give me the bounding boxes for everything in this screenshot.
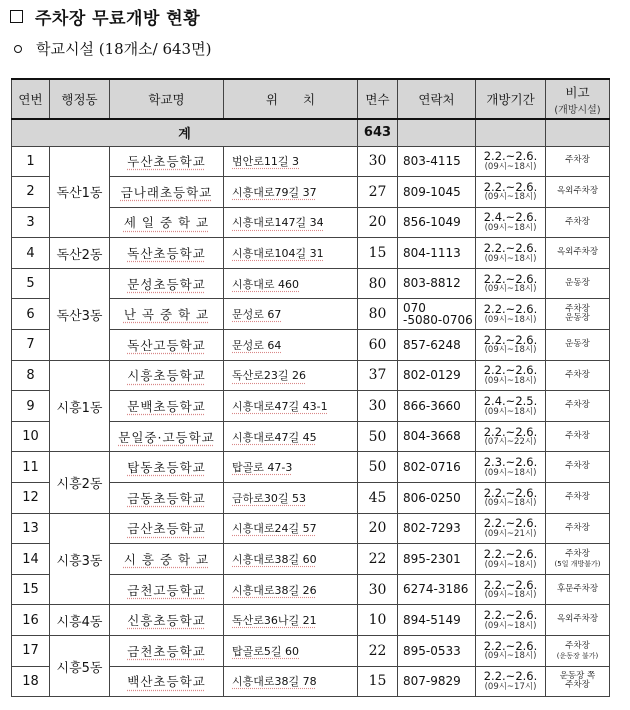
note-main: 주차장 [565,369,590,380]
cell-dong: 시흥2동 [50,452,110,513]
cell-phone: 802-0716 [398,452,476,483]
cell-no: 10 [12,421,50,452]
table-row [12,636,610,667]
cell-school: 금천초등학교 [110,636,224,667]
cell-spots: 30 [358,391,398,422]
cell-spots: 15 [358,238,398,269]
cell-spots: 50 [358,421,398,452]
note-main: 주차장 [565,303,590,314]
cell-school: 난 곡 중 학 교 [110,299,224,330]
cell-phone: 803-8812 [398,268,476,299]
table-row [12,238,610,269]
cell-addr: 범안로11길 3 [224,146,358,177]
period-time: (09시~18시) [484,620,537,631]
cell-period [476,452,546,483]
note-main: 옥외주차장 [556,186,599,196]
page-title-text: 주차장 무료개방 현황 [35,9,201,29]
cell-period [476,177,546,208]
cell-no: 9 [12,391,50,422]
period-date: 2.2.~2.6. [483,547,538,562]
period-date: 2.2.~2.6. [483,608,538,623]
total-row [12,119,610,146]
cell-no: 11 [12,452,50,483]
note-main: 운동장 [565,277,590,288]
subtitle-text: 학교시설 (18개소/ 643면) [36,40,212,58]
note-main: 주차장 [565,461,590,472]
period-time: (09시~18시) [484,467,537,478]
cell-note [546,207,610,238]
cell-addr: 시흥대로38길 26 [224,574,358,605]
cell-spots: 20 [358,513,398,544]
cell-period [476,636,546,667]
cell-no: 17 [12,636,50,667]
period-date: 2.2.~2.6. [483,332,538,347]
period-time: (09시~18시) [484,192,537,203]
period-date: 2.2.~2.6. [483,241,538,256]
cell-school: 탑동초등학교 [110,452,224,483]
cell-no: 4 [12,238,50,269]
total-empty [398,119,476,146]
cell-period [476,421,546,452]
table-row [12,360,610,391]
cell-no: 1 [12,146,50,177]
cell-phone: 857-6248 [398,330,476,361]
cell-note [546,146,610,177]
cell-dong: 독산1동 [50,146,110,238]
cell-addr: 탑골로5길 60 [224,636,358,667]
note-sub: 주차장 [565,680,590,691]
cell-phone [398,299,476,330]
cell-note [546,513,610,544]
checkbox-square-icon [10,10,23,23]
cell-period [476,391,546,422]
period-date: 2.2.~2.6. [483,485,538,500]
period-time: (09시~18시) [484,345,537,356]
cell-school: 금산초등학교 [110,513,224,544]
cell-note [546,421,610,452]
cell-school: 금동초등학교 [110,483,224,514]
cell-addr: 탑골로 47-3 [224,452,358,483]
period-date: 2.2.~2.6. [483,638,538,653]
cell-note [546,391,610,422]
cell-school: 금천고등학교 [110,574,224,605]
cell-no: 6 [12,299,50,330]
cell-addr: 문성로 64 [224,330,358,361]
cell-school: 문일중·고등학교 [110,421,224,452]
cell-note [546,544,610,575]
cell-phone: 804-1113 [398,238,476,269]
header-note [546,79,610,119]
table-row [12,146,610,177]
note-main: 주차장 [565,400,590,411]
total-empty [546,119,610,146]
cell-spots: 37 [358,360,398,391]
cell-note [546,483,610,514]
cell-phone: 6274-3186 [398,574,476,605]
note-main: 운동장 쪽 [559,670,596,681]
cell-school: 백산초등학교 [110,666,224,697]
note-main: 주차장 [565,549,590,560]
cell-school: 신흥초등학교 [110,605,224,636]
table-row [12,605,610,636]
period-date: 2.2.~2.6. [483,424,538,439]
cell-addr: 시흥대로24길 57 [224,513,358,544]
header-phone: 연락처 [398,79,476,119]
table-row [12,268,610,299]
header-school: 학교명 [110,79,224,119]
note-sub: (운동장 불가) [556,651,599,660]
cell-spots: 80 [358,268,398,299]
cell-phone: 895-0533 [398,636,476,667]
cell-spots: 27 [358,177,398,208]
cell-no: 3 [12,207,50,238]
period-time: (09시~18시) [484,498,537,509]
cell-note [546,666,610,697]
cell-phone: 807-9829 [398,666,476,697]
note-main: 주차장 [565,430,590,441]
cell-phone: 856-1049 [398,207,476,238]
period-date: 2.4.~2.5. [483,394,538,409]
cell-school: 두산초등학교 [110,146,224,177]
cell-school: 문백초등학교 [110,391,224,422]
header-spots: 면수 [358,79,398,119]
cell-no: 14 [12,544,50,575]
cell-period [476,513,546,544]
cell-period [476,238,546,269]
cell-note [546,330,610,361]
period-time: (09시~18시) [484,559,537,570]
cell-phone: 895-2301 [398,544,476,575]
phone-line1: 070 [403,300,426,315]
cell-spots: 22 [358,636,398,667]
cell-note [546,268,610,299]
cell-addr: 시흥대로38길 78 [224,666,358,697]
cell-period [476,330,546,361]
header-note-sub: (개방시설) [554,104,601,116]
cell-addr: 시흥대로47길 45 [224,421,358,452]
period-time: (09시~18시) [484,651,537,662]
subtitle [14,38,211,59]
cell-spots: 50 [358,452,398,483]
period-time: (09시~17시) [484,681,537,692]
note-main: 주차장 [565,491,590,502]
cell-period [476,360,546,391]
note-sub: 운동장 [565,313,590,324]
cell-spots: 30 [358,574,398,605]
cell-school: 시흥초등학교 [110,360,224,391]
cell-note [546,574,610,605]
cell-period [476,666,546,697]
cell-dong: 시흥4동 [50,605,110,636]
cell-dong: 시흥3동 [50,513,110,605]
cell-addr: 독산로23길 26 [224,360,358,391]
total-empty [476,119,546,146]
cell-dong: 독산3동 [50,268,110,360]
cell-spots: 60 [358,330,398,361]
cell-school: 독산초등학교 [110,238,224,269]
cell-period [476,544,546,575]
note-main: 주차장 [565,522,590,533]
cell-no: 16 [12,605,50,636]
period-time: (09시~18시) [484,253,537,264]
cell-spots: 15 [358,666,398,697]
cell-spots: 80 [358,299,398,330]
period-time: (09시~18시) [484,375,537,386]
period-time: (09시~21시) [484,528,537,539]
period-date: 2.2.~2.6. [483,302,538,317]
period-time: (07시~22시) [484,437,537,448]
cell-phone: 802-0129 [398,360,476,391]
cell-phone: 804-3668 [398,421,476,452]
phone-line2: -5080-0706 [403,313,473,328]
cell-period [476,207,546,238]
cell-period [476,574,546,605]
cell-dong: 시흥1동 [50,360,110,452]
cell-addr: 시흥대로 460 [224,268,358,299]
cell-no: 2 [12,177,50,208]
cell-school: 독산고등학교 [110,330,224,361]
cell-addr: 시흥대로38길 60 [224,544,358,575]
cell-phone: 809-1045 [398,177,476,208]
page-title [10,4,200,29]
period-date: 2.3.~2.6. [483,455,538,470]
cell-addr: 시흥대로147길 34 [224,207,358,238]
cell-phone: 894-5149 [398,605,476,636]
cell-no: 7 [12,330,50,361]
cell-no: 13 [12,513,50,544]
period-date: 2.2.~2.6. [483,271,538,286]
period-date: 2.2.~2.6. [483,149,538,164]
period-time: (09시~18시) [484,161,537,172]
header-period: 개방기간 [476,79,546,119]
period-time: (09시~18시) [484,222,537,233]
parking-table [11,78,610,697]
note-main: 주차장 [565,155,590,166]
cell-spots: 22 [358,544,398,575]
note-main: 운동장 [565,338,590,349]
cell-spots: 10 [358,605,398,636]
header-row [12,79,610,119]
cell-period [476,299,546,330]
note-main: 후문주차장 [556,583,599,594]
cell-note [546,452,610,483]
bullet-circle-icon [14,45,22,53]
cell-no: 18 [12,666,50,697]
cell-addr: 시흥대로79길 37 [224,177,358,208]
cell-spots: 30 [358,146,398,177]
cell-no: 5 [12,268,50,299]
cell-addr: 독산로36나길 21 [224,605,358,636]
cell-addr: 금하로30길 53 [224,483,358,514]
cell-note [546,636,610,667]
cell-note [546,299,610,330]
cell-period [476,268,546,299]
cell-phone: 803-4115 [398,146,476,177]
cell-no: 12 [12,483,50,514]
note-sub: (5일 개방불가) [554,559,601,568]
header-note-main: 비고 [565,84,590,100]
cell-school: 세 일 중 학 교 [110,207,224,238]
cell-phone: 806-0250 [398,483,476,514]
period-time: (09시~18시) [484,314,537,325]
cell-school: 시 흥 중 학 교 [110,544,224,575]
total-spots: 643 [358,119,398,146]
cell-period [476,605,546,636]
period-date: 2.2.~2.6. [483,669,538,684]
cell-school: 금나래초등학교 [110,177,224,208]
cell-addr: 시흥대로47길 43-1 [224,391,358,422]
cell-period [476,483,546,514]
header-addr: 위 치 [224,79,358,119]
cell-spots: 45 [358,483,398,514]
period-time: (09시~18시) [484,406,537,417]
cell-note [546,605,610,636]
cell-no: 15 [12,574,50,605]
note-main: 옥외주차장 [556,247,599,258]
cell-dong: 시흥5동 [50,636,110,697]
note-main: 주차장 [565,216,590,227]
period-date: 2.2.~2.6. [483,363,538,378]
cell-period [476,146,546,177]
table-row [12,452,610,483]
period-time: (09시~18시) [484,284,537,295]
period-date: 2.4.~2.6. [483,210,538,225]
header-dong: 행정동 [50,79,110,119]
cell-note [546,360,610,391]
cell-spots: 20 [358,207,398,238]
cell-addr: 시흥대로104길 31 [224,238,358,269]
table-row [12,513,610,544]
cell-school: 문성초등학교 [110,268,224,299]
period-date: 2.2.~2.6. [483,577,538,592]
period-date: 2.2.~2.6. [483,179,538,194]
cell-note [546,177,610,208]
cell-phone: 802-7293 [398,513,476,544]
period-time: (09시~18시) [484,590,537,601]
cell-phone: 866-3660 [398,391,476,422]
cell-note [546,238,610,269]
note-main: 옥외주차장 [556,614,599,625]
note-main: 주차장 [565,640,590,651]
period-date: 2.2.~2.6. [483,516,538,531]
total-label: 계 [12,119,358,146]
cell-dong: 독산2동 [50,238,110,269]
cell-no: 8 [12,360,50,391]
cell-addr: 문성로 67 [224,299,358,330]
header-no: 연번 [12,79,50,119]
